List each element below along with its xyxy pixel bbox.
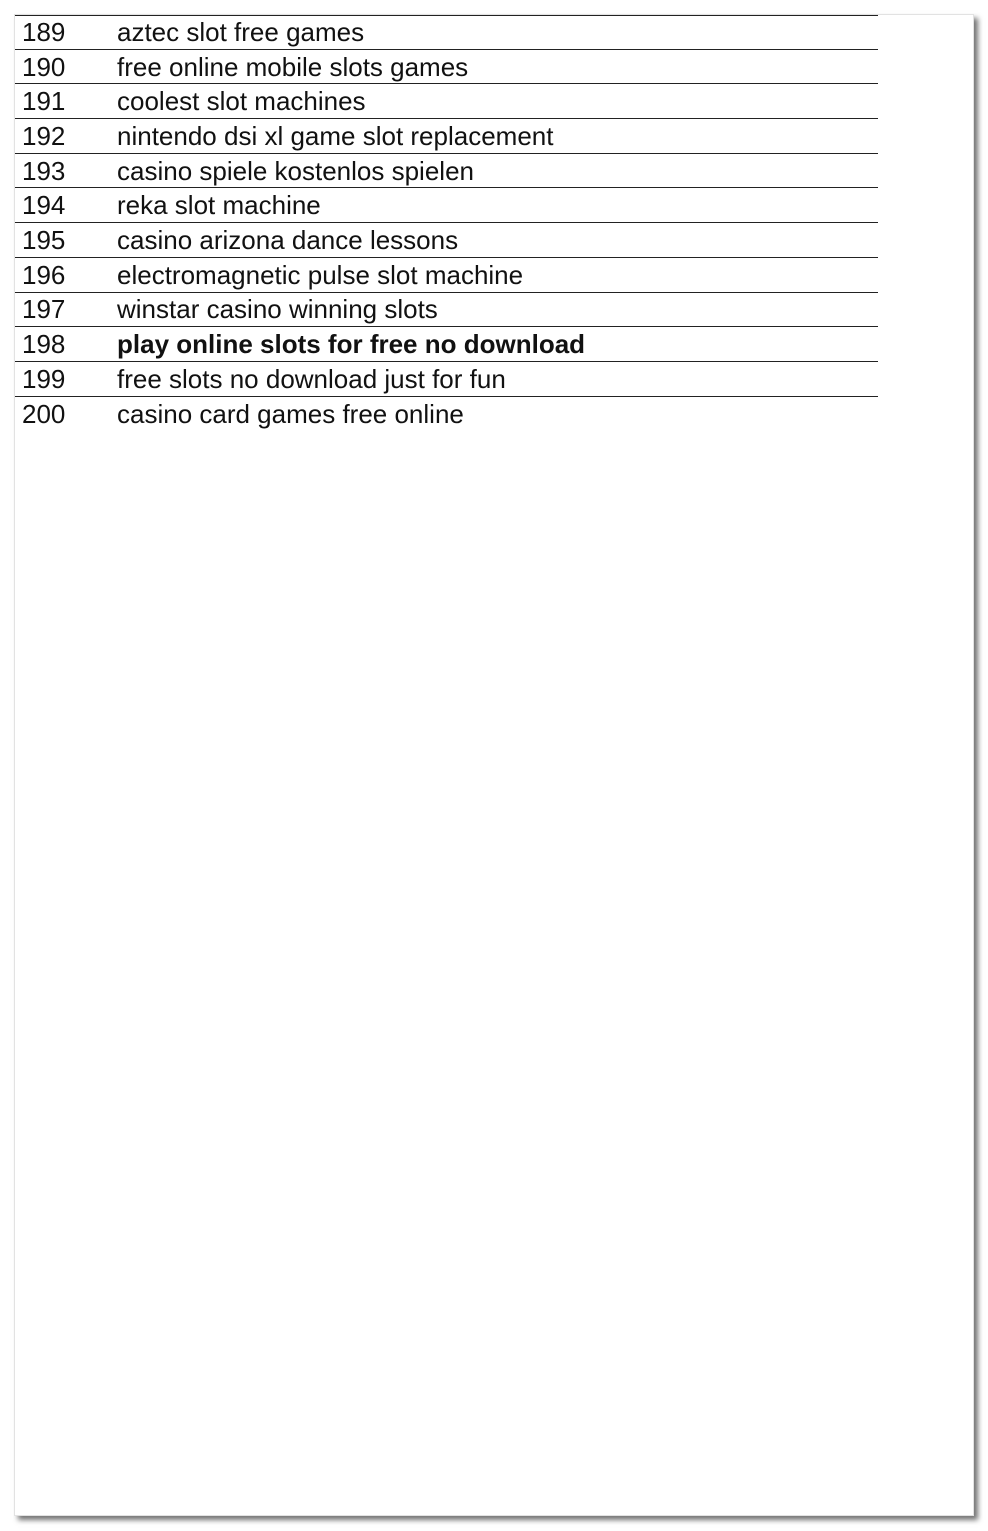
list-row xyxy=(15,119,878,154)
list-row xyxy=(15,397,878,432)
list-row xyxy=(15,258,878,293)
row-text: casino arizona dance lessons xyxy=(117,224,459,255)
list-row xyxy=(15,188,878,223)
row-text: play online slots for free no download xyxy=(117,329,586,360)
row-number: 196 xyxy=(22,259,66,290)
list-row xyxy=(15,84,878,119)
row-text: coolest slot machines xyxy=(117,86,366,117)
row-text: casino card games free online xyxy=(117,398,464,429)
row-text: reka slot machine xyxy=(117,190,321,221)
row-number: 200 xyxy=(22,398,66,429)
row-text: casino spiele kostenlos spielen xyxy=(117,155,474,186)
list-row xyxy=(15,362,878,397)
row-number: 195 xyxy=(22,224,66,255)
list-row xyxy=(15,50,878,85)
row-number: 194 xyxy=(22,190,66,221)
list-row xyxy=(15,154,878,189)
row-number: 197 xyxy=(22,294,66,325)
row-text: nintendo dsi xl game slot replacement xyxy=(117,120,554,151)
keyword-list xyxy=(15,15,878,431)
row-number: 193 xyxy=(22,155,66,186)
row-text: aztec slot free games xyxy=(117,17,365,48)
row-text: winstar casino winning slots xyxy=(117,294,438,325)
row-text: free slots no download just for fun xyxy=(117,363,506,394)
row-number: 192 xyxy=(22,120,66,151)
row-text: free online mobile slots games xyxy=(117,51,469,82)
document-page xyxy=(14,14,974,1516)
row-number: 198 xyxy=(22,329,66,360)
list-row xyxy=(15,327,878,362)
row-number: 191 xyxy=(22,86,66,117)
row-number: 189 xyxy=(22,17,66,48)
list-row xyxy=(15,223,878,258)
list-row xyxy=(15,293,878,328)
row-number: 199 xyxy=(22,363,66,394)
list-row xyxy=(15,15,878,50)
row-number: 190 xyxy=(22,51,66,82)
row-text: electromagnetic pulse slot machine xyxy=(117,259,524,290)
